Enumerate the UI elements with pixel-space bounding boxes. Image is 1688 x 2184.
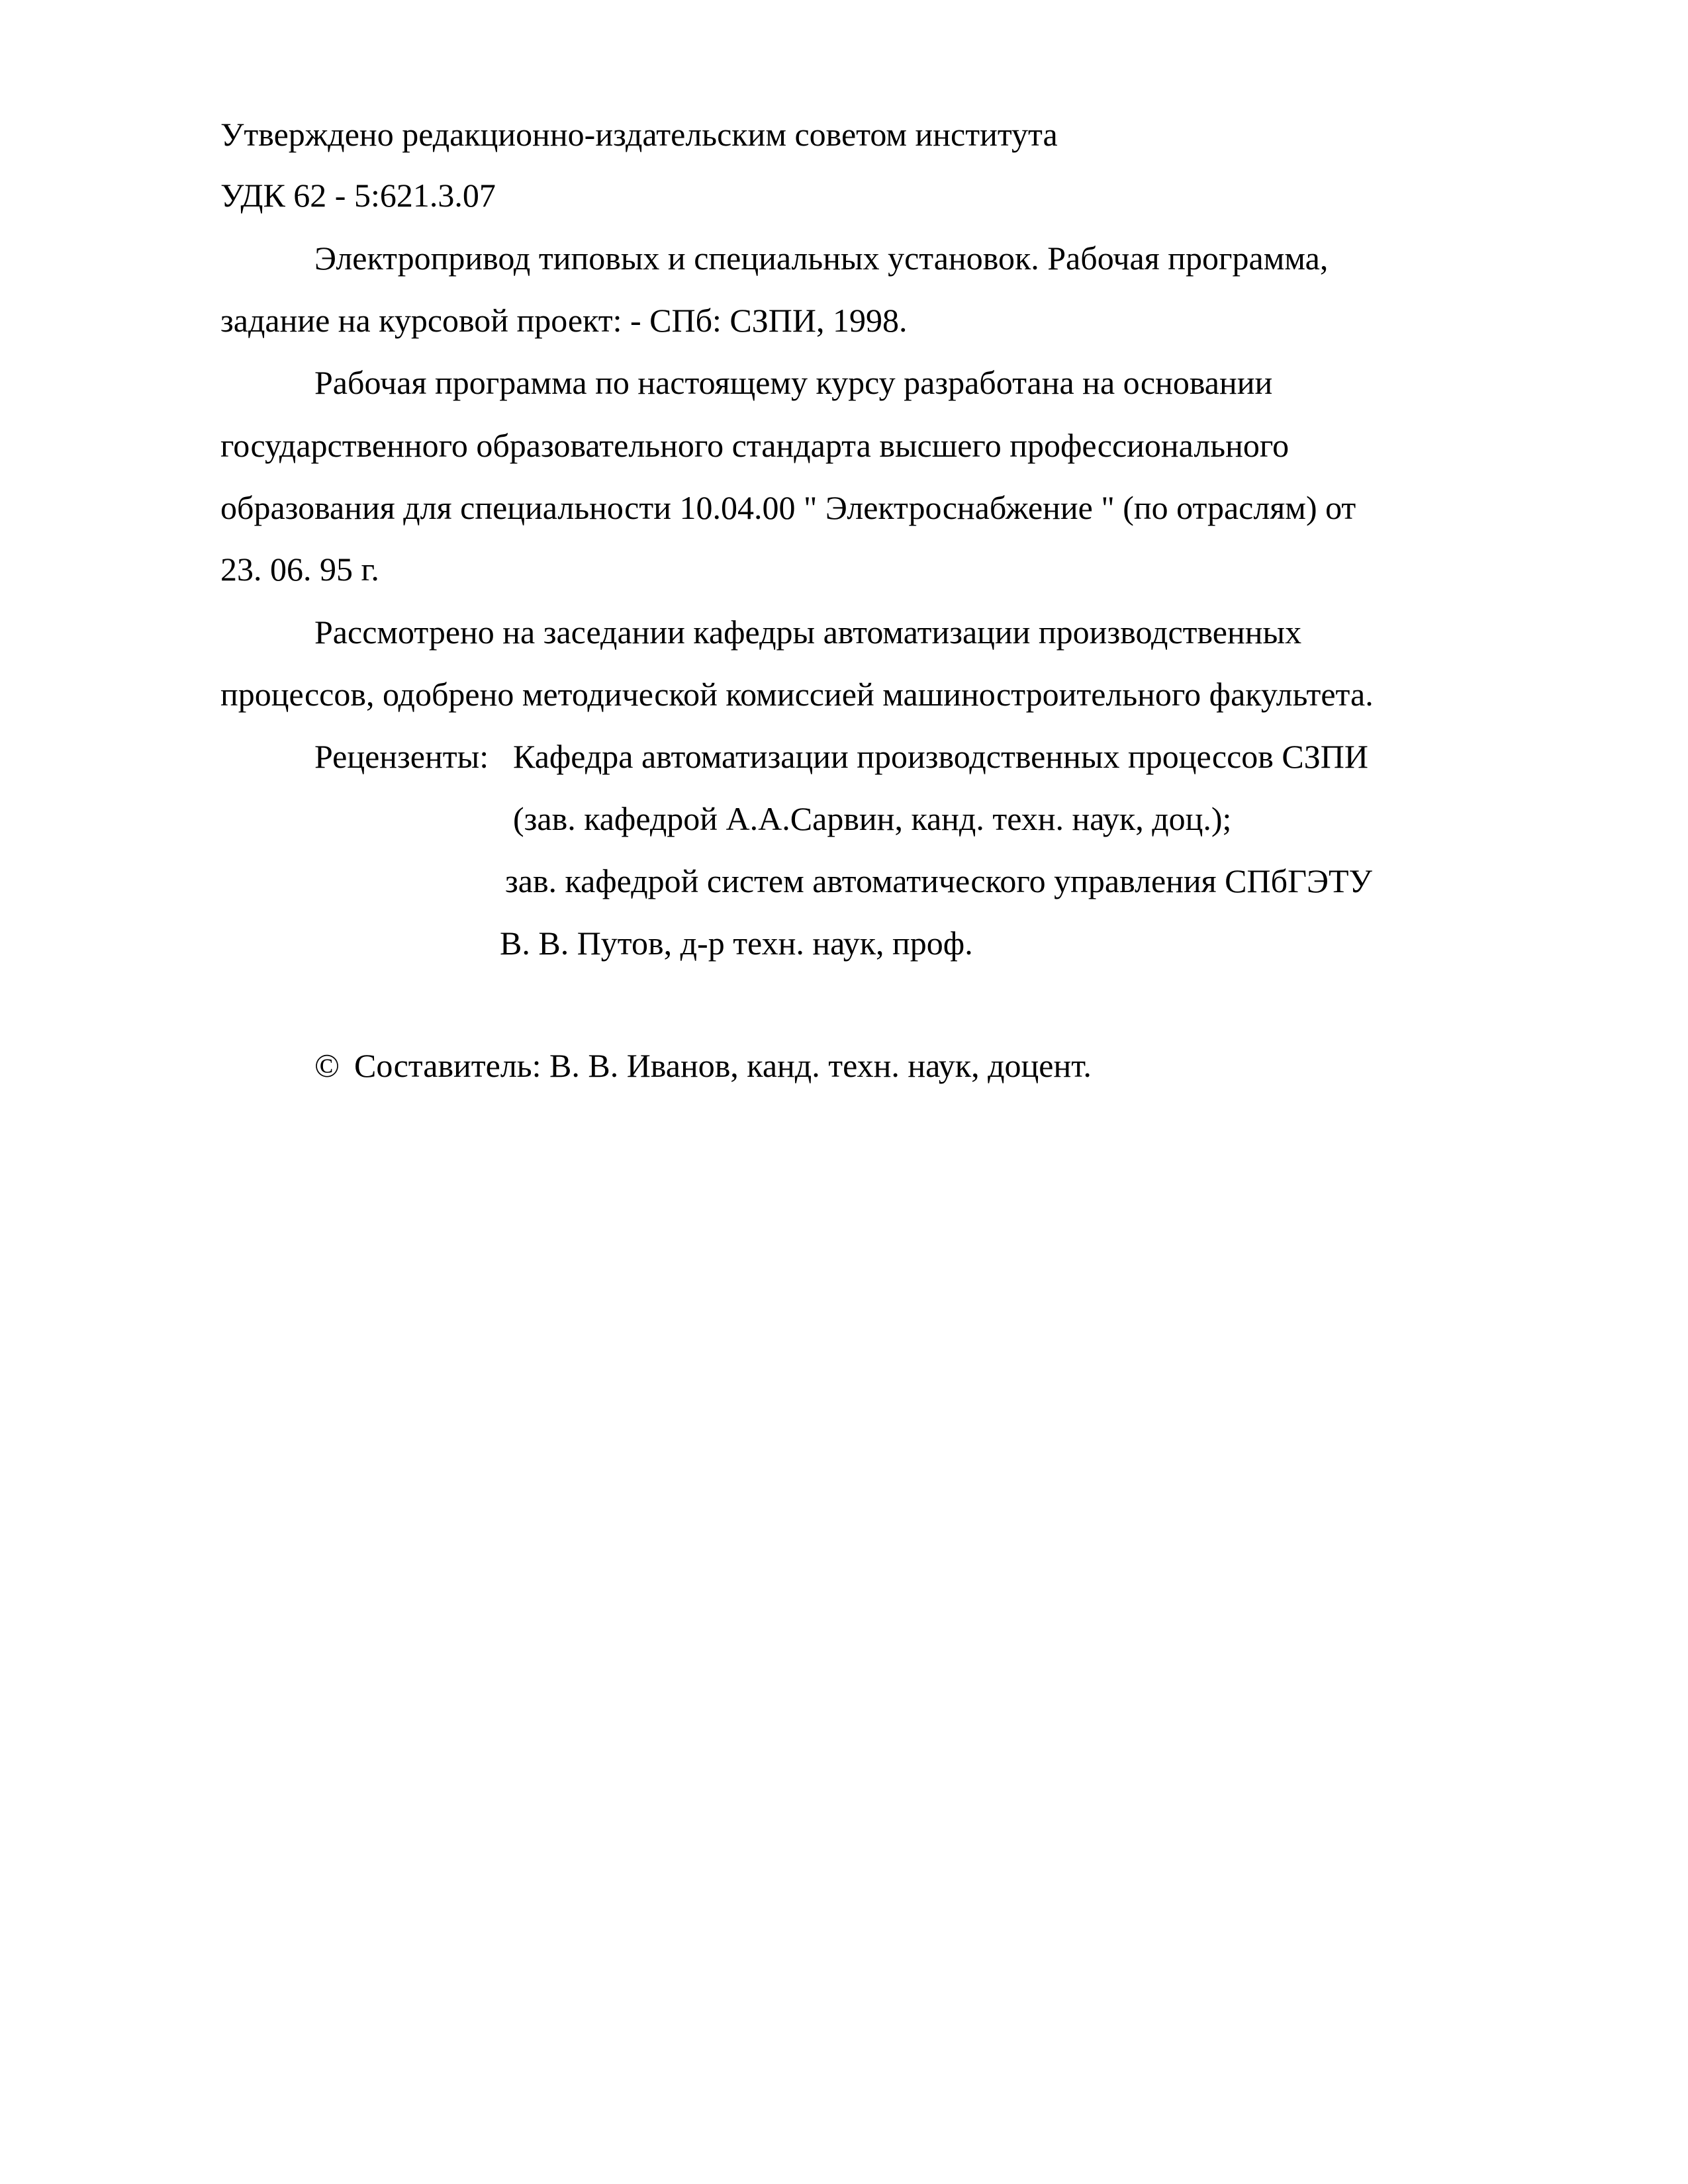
reviewer-line-4: В. В. Путов, д-р техн. наук, проф. [500, 925, 973, 962]
reviewers-label: Рецензенты: [314, 738, 489, 775]
title-paragraph-line-2: задание на курсовой проект: - СПб: СЗПИ, 1998. [220, 302, 908, 339]
program-paragraph-line-3: образования для специальности 10.04.00 " Электроснабжение " (по отраслям) от [220, 489, 1356, 526]
copyright-line [314, 1047, 1092, 1084]
reviewed-paragraph-line-1: Рассмотрено на заседании кафедры автоматизации производственных [314, 614, 1302, 651]
program-paragraph-line-1: Рабочая программа по настоящему курсу разработана на основании [314, 364, 1273, 401]
reviewer-line-2: (зав. кафедрой А.А.Сарвин, канд. техн. наук, доц.); [513, 800, 1232, 837]
approval-line: Утверждено редакционно-издательским советом института [220, 116, 1058, 153]
copyright-icon: © [314, 1047, 340, 1084]
reviewed-paragraph-line-2: процессов, одобрено методической комиссией машиностроительного факультета. [220, 676, 1374, 713]
program-paragraph-line-2: государственного образовательного стандарта высшего профессионального [220, 427, 1289, 464]
compiler-text: Составитель: В. В. Иванов, канд. техн. наук, доцент. [354, 1047, 1092, 1084]
title-paragraph-line-1: Электропривод типовых и специальных установок. Рабочая программа, [314, 240, 1329, 277]
udk-code: УДК 62 - 5:621.3.07 [220, 177, 496, 214]
reviewer-line-3: зав. кафедрой систем автоматического управления СПбГЭТУ [505, 862, 1372, 899]
reviewer-line-1: Кафедра автоматизации производственных процессов СЗПИ [513, 738, 1369, 775]
program-paragraph-line-4: 23. 06. 95 г. [220, 551, 379, 588]
